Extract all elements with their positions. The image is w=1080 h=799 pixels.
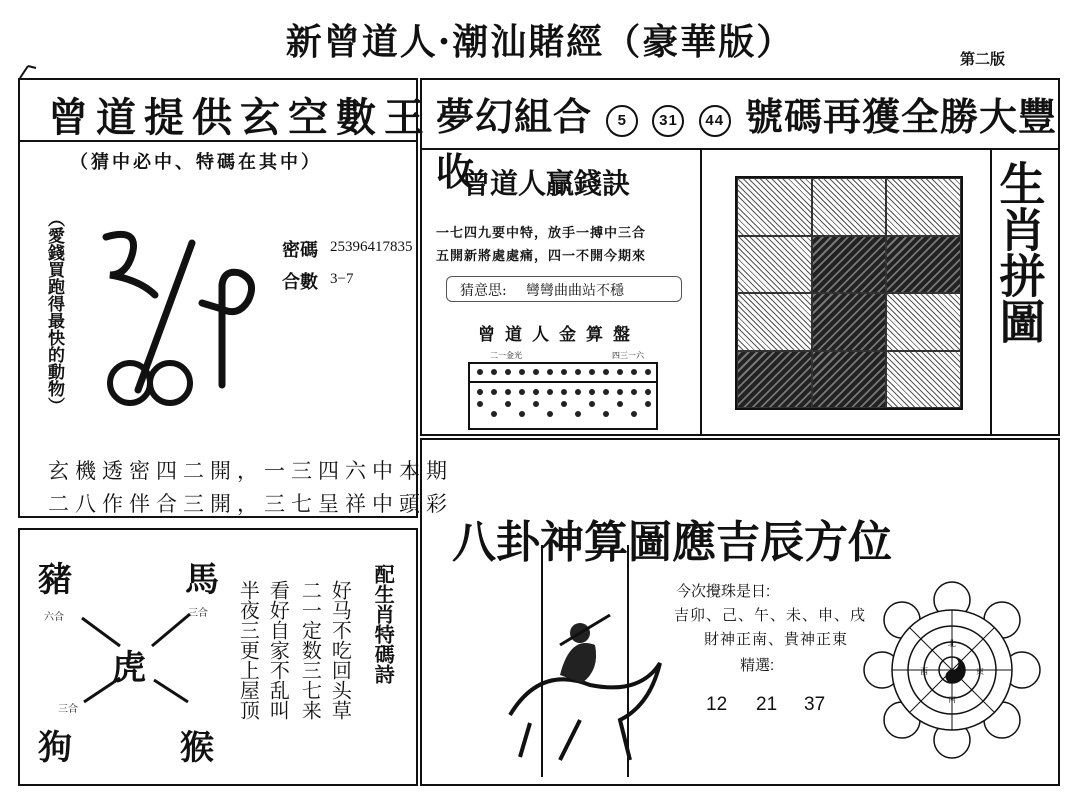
puzzle-piece — [812, 351, 887, 409]
page-title: 新曾道人·潮汕賭經（豪華版） — [285, 21, 795, 63]
handwritten-figure-icon — [100, 225, 270, 415]
pick-number: 12 — [706, 694, 728, 715]
puzzle-piece — [737, 293, 812, 351]
puzzle-divider-2 — [990, 150, 992, 436]
poem-line-2: 二一定数三七来 — [298, 580, 323, 720]
win-harvest-label: 號碼再獲全勝大豐收 — [436, 94, 1057, 194]
circle-number: 44 — [699, 105, 731, 137]
draw-day-line-1: 吉卯、己、午、未、申、戌 — [674, 607, 867, 624]
zodiac-puzzle-label: 生肖拼圖 — [992, 160, 1047, 344]
poem-title: 配生肖特碼詩 — [371, 564, 396, 684]
code-value: 25396417835 — [330, 239, 413, 255]
verse-line-2: 二八作伴合三開，三七呈祥中頭彩 — [48, 492, 453, 516]
circle-number: 5 — [606, 105, 638, 137]
poem-line-1: 好马不吃回头草 — [328, 580, 353, 720]
puzzle-piece — [812, 178, 887, 236]
puzzle-piece — [737, 178, 812, 236]
edition-label: 第二版 — [960, 50, 1006, 68]
three-combo-label-2: 三合 — [58, 704, 78, 715]
bagua-heading-text: 八卦神算圖應吉辰方位 — [452, 517, 892, 568]
puzzle-piece — [812, 236, 887, 294]
bagua-wheel-icon — [862, 580, 1042, 760]
horse-rider-illustration-icon — [500, 545, 670, 780]
puzzle-piece — [812, 293, 887, 351]
code-label: 密碼 — [282, 240, 318, 261]
abacus-icon — [468, 362, 658, 430]
puzzle-piece — [737, 351, 812, 409]
zodiac-pig: 豬 — [38, 560, 72, 600]
puzzle-divider — [700, 150, 702, 436]
zodiac-puzzle-grid — [735, 176, 963, 410]
win-formula-title: 曾道人贏錢訣 — [462, 167, 631, 200]
puzzle-piece — [886, 351, 961, 409]
abacus-title: 曾道人金算盤 — [478, 325, 640, 345]
zodiac-monkey: 猴 — [180, 728, 214, 768]
zodiac-horse: 馬 — [185, 560, 219, 600]
bagua-north-label: 北 — [948, 639, 956, 648]
six-combo-label: 六合 — [44, 612, 64, 623]
bagua-south-label: 南 — [948, 695, 956, 704]
guess-label: 猜意思: — [460, 283, 507, 299]
xuankong-subheading: （猜中必中、特碼在其中） — [70, 152, 322, 173]
puzzle-piece — [886, 178, 961, 236]
xuankong-heading: 曾道提供玄空數王 — [48, 94, 432, 141]
bagua-heading — [452, 456, 892, 568]
guess-value: 彎彎曲曲站不穩 — [526, 283, 624, 299]
puzzle-piece — [886, 293, 961, 351]
three-combo-label-1: 三合 — [188, 608, 208, 619]
dream-combo-label: 夢幻組合 — [436, 94, 593, 139]
zodiac-tiger-center: 虎 — [112, 648, 146, 688]
pick-number: 37 — [804, 694, 826, 715]
poem-line-4: 半夜三更上屋顶 — [236, 580, 261, 720]
abacus-left-label: 二一金光 — [490, 351, 522, 360]
pick-number: 21 — [756, 694, 778, 715]
bagua-west-label: 西 — [920, 667, 928, 676]
draw-day-label: 今次攪珠是日: — [676, 583, 771, 600]
bagua-east-label: 東 — [976, 667, 984, 676]
puzzle-piece — [737, 236, 812, 294]
win-formula-line-1: 一七四九要中特，放手一搏中三合 — [436, 226, 647, 241]
pick-label: 精選: — [740, 657, 775, 674]
sum-label: 合數 — [282, 272, 318, 293]
abacus-right-label: 四三一六 — [612, 351, 644, 360]
poem-line-3: 看好自家不乱叫 — [266, 580, 291, 720]
sum-value: 3−7 — [330, 271, 354, 287]
zodiac-dog: 狗 — [38, 728, 72, 768]
animal-hint-vertical: （愛錢買跑得最快的動物） — [44, 210, 64, 414]
verse-line-1: 玄機透密四二開，一三四六中本期 — [48, 459, 453, 483]
win-formula-line-2: 五開新將處處痛，四一不開今期來 — [436, 249, 647, 264]
draw-day-line-2: 財神正南、貴神正東 — [704, 631, 849, 648]
puzzle-piece — [886, 236, 961, 294]
circle-number: 31 — [652, 105, 684, 137]
